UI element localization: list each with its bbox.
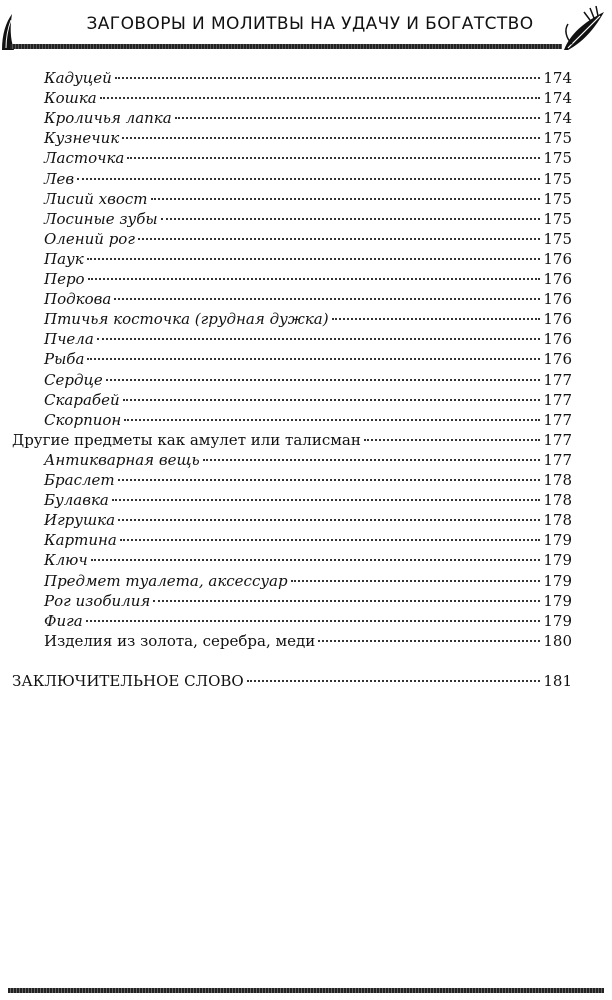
dot-leader	[88, 278, 541, 280]
toc-entry-page: 174	[543, 109, 572, 128]
toc-entry-label: Подкова	[44, 290, 112, 309]
toc-entry	[44, 370, 572, 390]
dot-leader	[151, 198, 541, 200]
running-header	[0, 0, 612, 52]
toc-entry-label: Птичья косточка (грудная дужка)	[44, 310, 329, 329]
toc-entry	[44, 410, 572, 430]
toc-entry-page: 176	[543, 249, 572, 268]
toc-entry	[44, 88, 572, 108]
toc-entry-label: Кошка	[44, 89, 97, 108]
toc-entry-page: 180	[543, 631, 572, 650]
toc-entry	[44, 591, 572, 611]
toc-entry-page: 175	[543, 189, 572, 208]
toc-entry-label: Картина	[44, 531, 117, 550]
toc-entry-label: Предмет туалета, аксессуар	[44, 571, 288, 590]
toc-entry-page: 174	[543, 89, 572, 108]
toc-entry-page: 175	[543, 169, 572, 188]
dot-leader	[123, 399, 541, 401]
toc-entry-label: Скарабей	[44, 390, 120, 409]
dot-leader	[122, 137, 540, 139]
dot-leader	[161, 218, 541, 220]
toc-entry-label: ЗАКЛЮЧИТЕЛЬНОЕ СЛОВО	[12, 671, 244, 690]
dot-leader	[247, 680, 541, 682]
dot-leader	[87, 258, 541, 260]
dot-leader	[91, 559, 541, 561]
header-rule	[10, 44, 562, 49]
dot-leader	[112, 499, 541, 501]
toc-entry-label: Фига	[44, 611, 83, 630]
toc-entry-page: 176	[543, 350, 572, 369]
toc-entry-page: 177	[543, 390, 572, 409]
toc-entry	[44, 108, 572, 128]
toc-entry-label: Игрушка	[44, 511, 116, 530]
toc-entry-label: Скорпион	[44, 410, 122, 429]
dot-leader	[86, 620, 541, 622]
toc-entry	[44, 229, 572, 249]
toc-entry	[44, 390, 572, 410]
toc-entry-page: 179	[543, 531, 572, 550]
dot-leader	[175, 117, 541, 119]
toc-entry-label: Лев	[44, 169, 75, 188]
dot-leader	[318, 640, 540, 642]
toc-entry-page: 177	[543, 370, 572, 389]
toc-entry-page: 178	[543, 511, 572, 530]
toc-entry-label: Ласточка	[44, 149, 125, 168]
toc-entry	[44, 530, 572, 550]
toc-entry-page: 177	[543, 450, 572, 469]
toc-entry-label: Булавка	[44, 491, 109, 510]
dot-leader	[332, 318, 541, 320]
footer-rule	[8, 988, 604, 993]
toc-entry-page: 177	[543, 430, 572, 449]
toc-entry	[44, 571, 572, 591]
toc-entry	[44, 450, 572, 470]
toc-entry-label: Рыба	[44, 350, 85, 369]
toc-entry-label: Ключ	[44, 551, 88, 570]
dot-leader	[291, 580, 541, 582]
toc-entry	[44, 148, 572, 168]
toc-entry	[44, 249, 572, 269]
dot-leader	[364, 439, 541, 441]
toc-entry-label: Лосиные зубы	[44, 209, 158, 228]
toc-entry	[44, 209, 572, 229]
toc-entry-label: Антикварная вещь	[44, 450, 200, 469]
toc-entry-page: 179	[543, 551, 572, 570]
toc-entry-label: Лисий хвост	[44, 189, 148, 208]
dot-leader	[138, 238, 540, 240]
toc-entry-page: 179	[543, 611, 572, 630]
dot-leader	[118, 519, 540, 521]
dot-leader	[153, 600, 540, 602]
dot-leader	[97, 338, 541, 340]
toc-entry	[12, 430, 572, 450]
toc-entry-page: 176	[543, 330, 572, 349]
dot-leader	[87, 358, 540, 360]
toc-entry-page: 177	[543, 410, 572, 429]
toc-entry-page: 174	[543, 69, 572, 87]
dot-leader	[124, 419, 540, 421]
toc-entry	[12, 671, 572, 691]
toc-entry	[44, 169, 572, 189]
toc-entry-page: 175	[543, 149, 572, 168]
toc-entry-label: Сердце	[44, 370, 103, 389]
dot-leader	[114, 298, 540, 300]
toc-entry	[44, 68, 572, 88]
dot-leader	[120, 539, 540, 541]
toc-entry-page: 178	[543, 491, 572, 510]
toc-entry-label: Кадуцей	[44, 69, 112, 87]
toc-entry	[44, 128, 572, 148]
dot-leader	[203, 459, 541, 461]
dot-leader	[127, 157, 540, 159]
toc-entry-page: 181	[543, 671, 572, 690]
toc-entry-label: Браслет	[44, 471, 115, 489]
toc-entry-label: Другие предметы как амулет или талисман	[12, 430, 361, 449]
toc-entry	[44, 189, 572, 209]
toc-entry-label: Пчела	[44, 330, 94, 349]
dot-leader	[115, 77, 541, 79]
toc-entry-page: 178	[543, 471, 572, 489]
toc-entry	[44, 470, 572, 490]
leaf-ornament-icon	[560, 4, 608, 52]
toc-entry-label: Кроличья лапка	[44, 109, 172, 128]
toc-entry-label: Рог изобилия	[44, 591, 151, 610]
toc-entry-label: Паук	[44, 249, 84, 268]
toc-entry-page: 176	[543, 270, 572, 288]
toc-entry	[44, 269, 572, 289]
dot-leader	[100, 97, 541, 99]
toc-entry	[44, 510, 572, 530]
toc-entry-page: 176	[543, 310, 572, 329]
header-title: ЗАГОВОРЫ И МОЛИТВЫ НА УДАЧУ И БОГАТСТВО	[86, 14, 534, 34]
toc-entry-label: Изделия из золота, серебра, меди	[44, 631, 316, 650]
toc-entry-page: 179	[543, 571, 572, 590]
toc-entry-page: 175	[543, 129, 572, 148]
toc-entry-page: 175	[543, 229, 572, 248]
dot-leader	[77, 178, 540, 180]
toc-entry-page: 179	[543, 591, 572, 610]
dot-leader	[118, 479, 541, 481]
toc-entry-page: 175	[543, 209, 572, 228]
toc-entry	[44, 550, 572, 570]
toc-entry	[44, 611, 572, 631]
toc-entry-page: 176	[543, 290, 572, 309]
toc-entry-label: Кузнечик	[44, 129, 120, 148]
toc-entry	[44, 349, 572, 369]
toc-entry	[44, 309, 572, 329]
toc-entry-label: Олений рог	[44, 229, 135, 248]
toc-entry-label: Перо	[44, 270, 85, 288]
dot-leader	[106, 379, 541, 381]
toc-entry	[44, 631, 572, 651]
toc-entry	[44, 329, 572, 349]
toc-entry	[44, 490, 572, 510]
toc-entry	[44, 289, 572, 309]
